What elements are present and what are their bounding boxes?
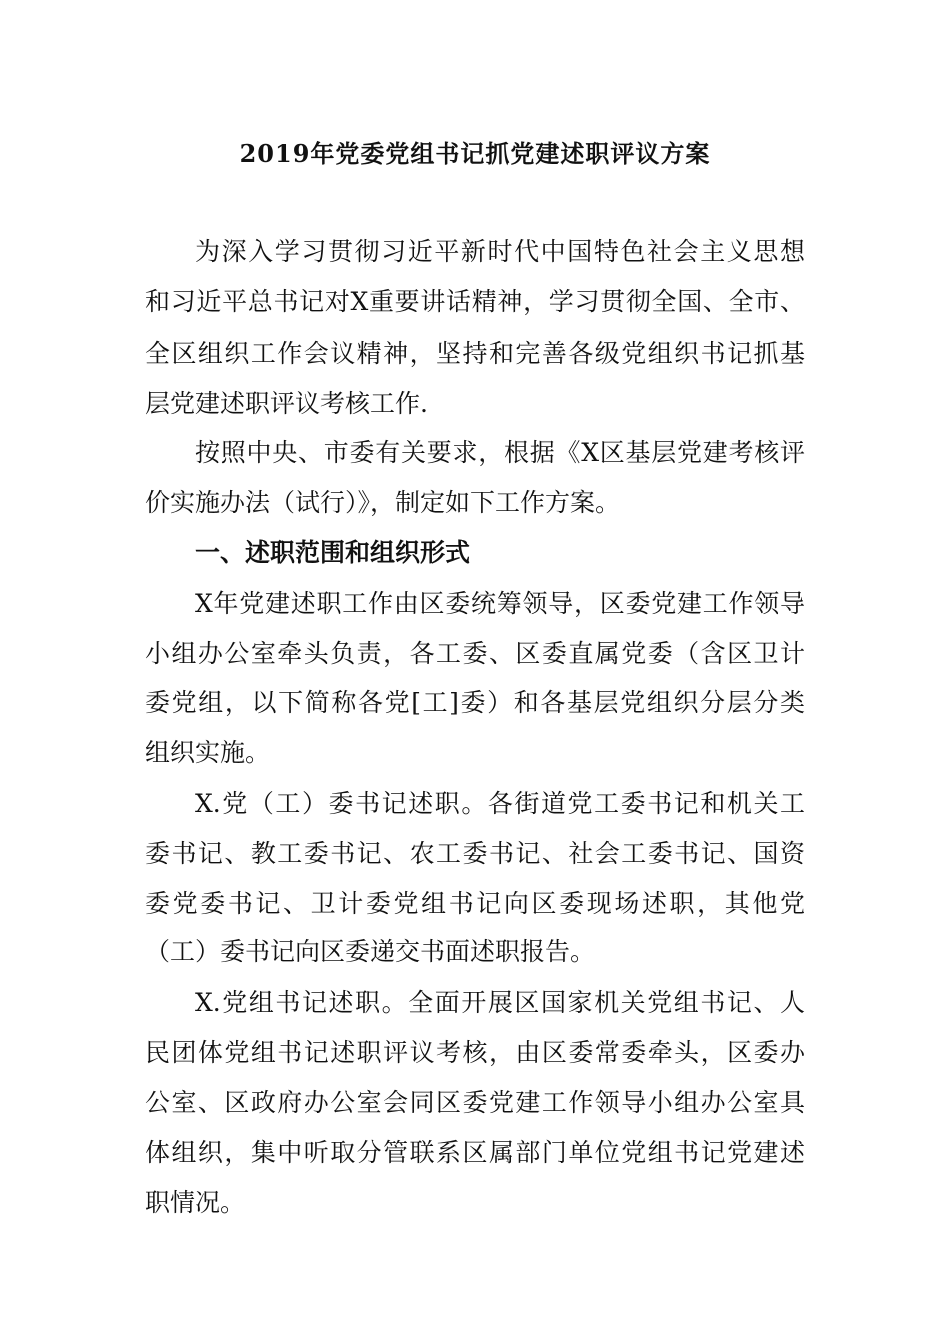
paragraph-line: 职情况。 [145,1188,246,1217]
paragraph-line: 价实施办法（试行）》，制定如下工作方案。 [145,488,621,517]
section-heading: 一、述职范围和组织形式 [195,538,471,567]
paragraph-line: 全区组织工作会议精神，坚持和完善各级党组织书记抓基 [145,339,805,368]
paragraph-line: 委党委书记、卫计委党组书记向区委现场述职，其他党 [145,889,805,918]
paragraph-line: 组织实施。 [145,738,271,767]
paragraph-line: 委书记、教工委书记、农工委书记、社会工委书记、国资 [145,839,805,868]
paragraph-line: 小组办公室牵头负责，各工委、区委直属党委（含区卫计 [145,639,805,668]
paragraph-line: （工）委书记向区委递交书面述职报告。 [145,937,596,966]
document-title: 2019年党委党组书记抓党建述职评议方案 [239,139,711,168]
paragraph-line: X年党建述职工作由区委统筹领导，区委党建工作领导 [195,589,805,618]
paragraph-line: 委党组，以下简称各党[工]委）和各基层党组织分层分类 [145,688,805,717]
paragraph-line: 为深入学习贯彻习近平新时代中国特色社会主义思想 [195,237,805,266]
paragraph-line: 公室、区政府办公室会同区委党建工作领导小组办公室具 [145,1088,805,1117]
paragraph-line: 和习近平总书记对X重要讲话精神，学习贯彻全国、全市、 [145,287,805,316]
paragraph-line: 按照中央、市委有关要求，根据《X区基层党建考核评 [195,438,805,467]
paragraph-line: 体组织，集中听取分管联系区属部门单位党组书记党建述 [145,1138,805,1167]
paragraph-line: 层党建述职评议考核工作. [145,389,428,418]
paragraph-line: 民团体党组书记述职评议考核，由区委常委牵头，区委办 [145,1038,805,1067]
paragraph-line: X.党组书记述职。全面开展区国家机关党组书记、人 [195,988,805,1017]
paragraph-line: X.党（工）委书记述职。各街道党工委书记和机关工 [195,789,805,818]
